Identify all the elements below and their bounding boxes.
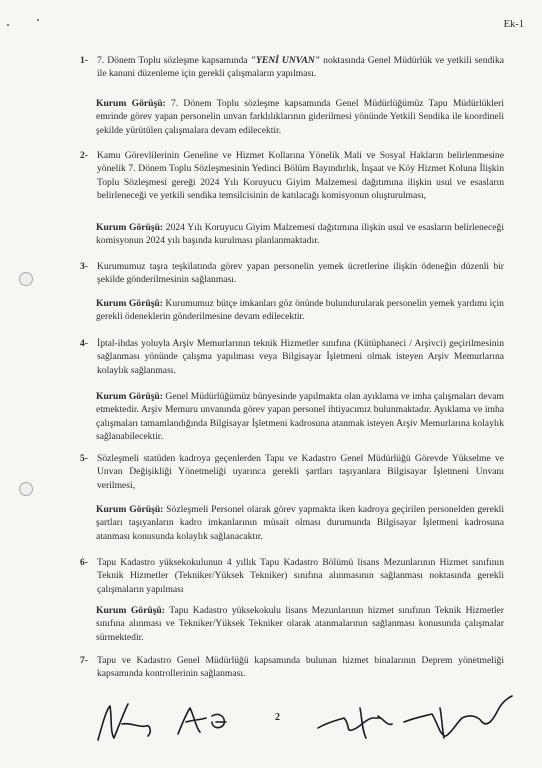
page-number: 2 [275, 712, 280, 723]
opinion-text: 7. Dönem Toplu sözleşme kapsamında Genel Müdürlüğümüz Tapu Müdürlükleri emrinde görev yapan personelin unvan farklılıklarının giderilmesi yönünde Yetkili Sendika ile koordineli şekilde yürütülen çalışmalara devam edilecektir. [96, 98, 504, 136]
item-text-part: noktasında Genel Müdürlük ve yetkili sendika ile kanuni düzenleme için gerekli çalışmaların yapılması. [97, 55, 505, 80]
signatures [0, 688, 542, 758]
institution-opinion [96, 503, 504, 543]
item-text-part: 7. Dönem Toplu sözleşme kapsamında [97, 55, 251, 66]
institution-opinion [96, 97, 504, 137]
item-number: 7- [80, 655, 88, 666]
institution-opinion [96, 297, 504, 324]
opinion-text: Tapu Kadastro yüksekokulu lisans Mezunlarının hizmet sınıfının Teknik Hizmetler sınıfına alınması ve Tekniker/Yüksek Tekniker olarak atanmalarının sağlanması konusunda çalışmalar sürmektedir. [96, 605, 504, 643]
signature-2 [178, 708, 226, 734]
list-item [82, 556, 504, 596]
item-number: 1- [80, 55, 88, 66]
institution-opinion [96, 221, 504, 248]
opinion-text: 2024 Yılı Koruyucu Giyim Malzemesi dağıtımına ilişkin usul ve esasların belirleneceği komisyonun 2024 yılı başında kurulması planlanmaktadır. [96, 222, 504, 247]
item-text: Tapu ve Kadastro Genel Müdürlüğü kapsamında bulunan hizmet binalarının Deprem yönetmeliği kapsamında kontrollerinin sağlanması. [97, 655, 504, 680]
item-text: Tapu Kadastro yüksekokulunun 4 yıllık Tapu Kadastro Bölümü lisans Mezunlarının Hizmet sınıfının Teknik Hizmetler (Tekniker/Yüksek Tekniker) sınıfına alınmasının sağlanması noktasında gerekli çalışmaların yapılması [97, 557, 504, 595]
item-number: 3- [80, 261, 88, 272]
opinion-label: Kurum Görüşü: [96, 605, 165, 616]
item-text: İptal-ihdas yoluyla Arşiv Memurlarının teknik Hizmetler sınıfına (Kütüphaneci / Arşivci) geçirilmesinin sağlanması yönünde çalışma yapılması veya Bilgisayar İşletmeni olmak isteyen Arşiv Memurlarına kolaylık sağlanması. [97, 338, 504, 376]
punch-hole [19, 482, 33, 496]
annex-label: Ek-1 [503, 19, 524, 30]
scan-speck [7, 24, 9, 26]
list-item [82, 54, 504, 81]
item-number: 4- [80, 338, 88, 349]
institution-opinion [96, 390, 504, 444]
signature-1 [98, 704, 150, 740]
opinion-label: Kurum Görüşü: [96, 391, 163, 402]
signature-3 [318, 708, 392, 738]
opinion-label: Kurum Görüşü: [96, 222, 164, 233]
item-emphasis: "YENİ UNVAN" [250, 55, 321, 66]
punch-hole [19, 272, 33, 286]
item-text [97, 54, 504, 81]
scan-speck [37, 19, 39, 21]
item-text: Sözleşmeli statüden kadroya geçenlerden Tapu ve Kadastro Genel Müdürlüğü Görevde Yükselme ve Unvan Değişikliği Yönetmeliği uyarınca gerekli şartları taşıyanlara Bilgisayar İşletmeni Unvanı verilmesi, [97, 453, 504, 491]
list-item [82, 149, 504, 203]
opinion-text: Kurumumuz bütçe imkanları göz önünde bulundurularak personelin yemek yardımı için gerekli ödeneklerin gönderilmesine devam edilecektir. [96, 298, 504, 323]
opinion-text: Sözleşmeli Personel olarak görev yapmakta iken kadroya geçirilen personelden gerekli şartları taşıyanların kadro imkanlarının müsait olması durumunda Bilgisayar İşletmeni kadrosuna atanması konusunda kolaylık sağlanacaktır. [96, 504, 504, 542]
list-item [82, 260, 504, 287]
item-number: 5- [80, 453, 88, 464]
item-text: Kurumumuz taşra teşkilatında görev yapan personelin yemek ücretlerine ilişkin ödeneğin düzenli bir şekilde gönderilmesinin sağlanması. [97, 261, 504, 286]
list-item [82, 337, 504, 377]
list-item [82, 654, 504, 681]
item-text: Kamu Görevlilerinin Geneline ve Hizmet Kollarına Yönelik Mali ve Sosyal Hakların belirlenmesine yönelik 7. Dönem Toplu Sözleşmesinin Yedinci Bölüm Bayındırlık, İnşaat ve Köy Hizmet Koluna İlişkin Toplu Sözleşmesi gereği 2024 Yılı Koruyucu Giyim Malzemesi dağıtımına ilişkin usul ve esasların belirleneceği ve yetkili sendika temsilcisinin de katılacağı komisyonun oluşturulması, [97, 150, 504, 202]
signature-4 [404, 696, 512, 738]
opinion-label: Kurum Görüşü: [96, 298, 163, 309]
institution-opinion [96, 604, 504, 644]
opinion-label: Kurum Görüşü: [96, 98, 166, 109]
item-number: 2- [80, 150, 88, 161]
list-item [82, 452, 504, 492]
item-number: 6- [80, 557, 88, 568]
opinion-text: Genel Müdürlüğümüz bünyesinde yapılmakta olan ayıklama ve imha çalışmaları devam etmektedir. Arşiv Memuru unvanında görev yapan personel ihtiyacımız bulunmaktadır. Ayıklama ve imha çalışmaları tamamlandığında Bilgisayar İşletmeni kadrosuna atanmak isteyen Arşiv Memurlarına kolaylık sağlanabilecektir. [96, 391, 504, 443]
opinion-label: Kurum Görüşü: [96, 504, 164, 515]
